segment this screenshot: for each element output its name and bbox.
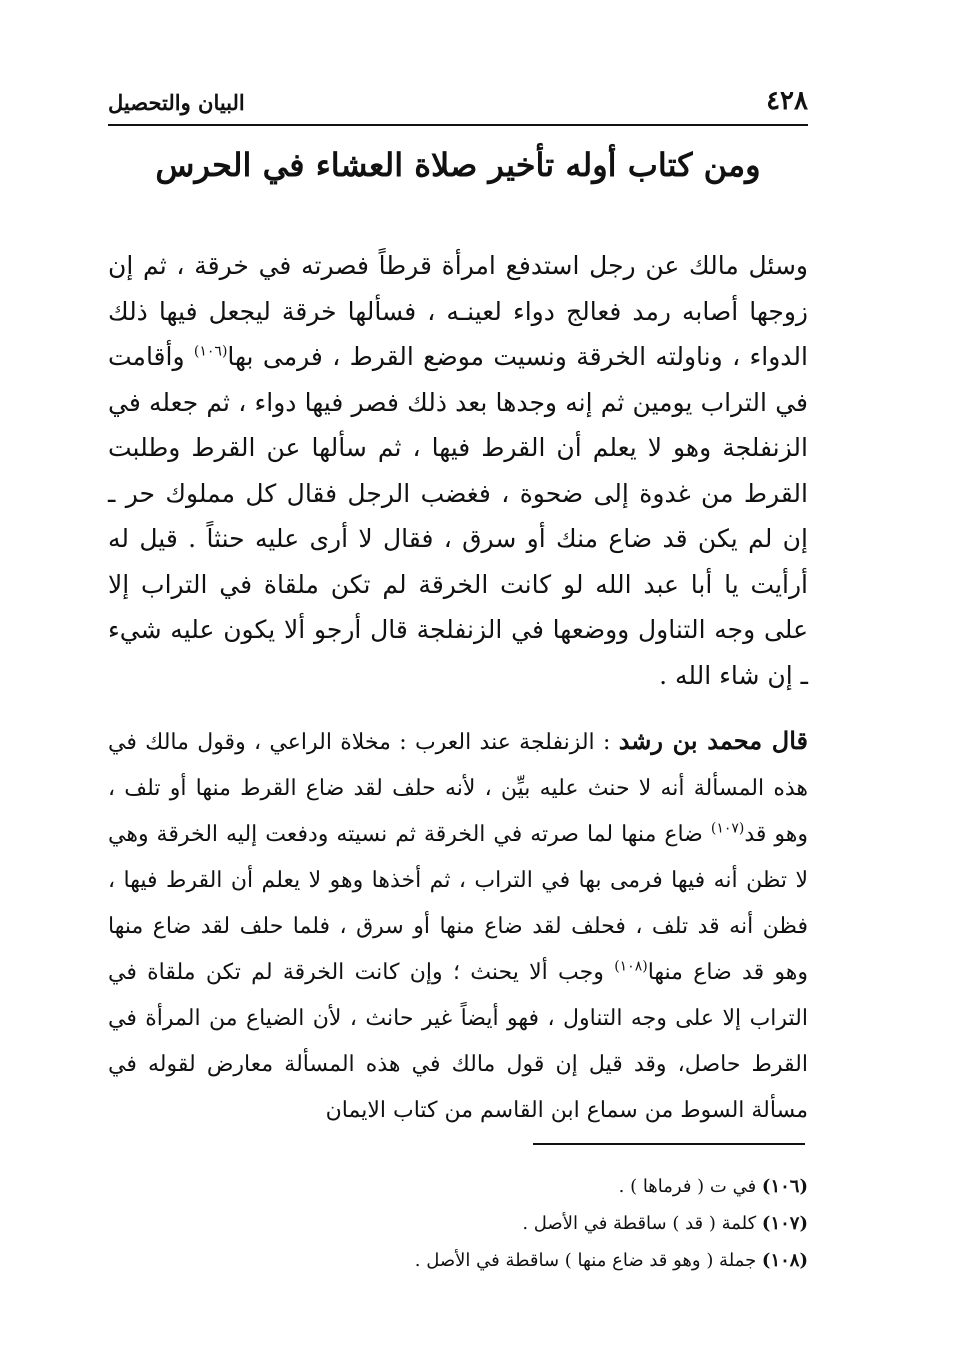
header-rule	[108, 124, 808, 126]
footnote-number: (١٠٦)	[761, 1176, 808, 1197]
footnote-107	[108, 1205, 808, 1242]
main-text-part-1: وسئل مالك عن رجل استدفع امرأة قرطاً فصرته في خرقة ، ثم إن زوجها أصابه رمد فعالج دواء لعينـه ، فسألها خرقة ليجعل فيها ذلك الدواء ، وناولته الخرقة ونسيت موضع القرط ، فرمى بها	[108, 251, 808, 371]
commentary-text	[108, 718, 808, 1134]
footnote-ref-106: (١٠٦)	[193, 343, 228, 360]
footnote-text: كلمة ( قد ) ساقطة في الأصل .	[522, 1213, 762, 1234]
footnote-text: في ت ( فرماها ) .	[618, 1176, 762, 1197]
footnote-108	[108, 1242, 808, 1279]
chapter-title: ومن كتاب أوله تأخير صلاة العشاء في الحرس	[155, 146, 761, 184]
footnote-text: جملة ( وهو قد ضاع منها ) ساقطة في الأصل .	[414, 1250, 762, 1271]
main-text-part-2: وأقامت في التراب يومين ثم إنه وجدها بعد ذلك فصر فيها دواء ، ثم جعله في الزنفلجة وهو لا يعلم أن القرط فيها ، ثم سألها عن القرط وطلبت القرط من غدوة إلى ضحوة ، فغضب الرجل فقال كل مملوك حر ـ إن لم يكن قد ضاع منك أو سرق ، فقال لا أرى عليه حنثاً . قيل له أرأيت يا أبا عبد الله لو كانت الخرقة لم تكن ملقاة في التراب إلا على وجه التناول ووضعها في الزنفلجة قال أرجو ألا يكون عليه شيء ـ إن شاء الله .	[108, 342, 808, 690]
footnote-separator	[533, 1143, 805, 1145]
main-text	[108, 243, 808, 698]
footnote-number: (١٠٧)	[761, 1213, 808, 1234]
running-header	[108, 86, 808, 122]
page-number: ٤٢٨	[766, 86, 808, 116]
footnote-ref-108: (١٠٨)	[614, 958, 648, 975]
footnote-ref-107: (١٠٧)	[710, 820, 745, 837]
commentary-part-1: : الزنفلجة عند العرب : مخلاة الراعي ، وقول مالك في هذه المسألة أنه لا حنث عليه بيِّن ، لأنه حلف لقد ضاع القرط منها أو تلف ، وهو قد	[108, 730, 808, 847]
commentary-part-2: ضاع منها لما صرته في الخرقة ثم نسيته ودفعت إليه الخرقة وهي لا تظن أنه فيها فرمى بها في التراب ، ثم أخذها وهو لا يعلم أن القرط فيها ، فظن أنه قد تلف ، فحلف لقد ضاع منها أو سرق ، فلما حلف لقد ضاع منها وهو قد ضاع منها	[108, 822, 809, 985]
footnotes	[108, 1168, 808, 1279]
footnote-106	[108, 1168, 808, 1205]
commentary-part-3: وجب ألا يحنث ؛ وإن كانت الخرقة لم تكن ملقاة في التراب إلا على وجه التناول ، فهو أيضاً غير حانث ، لأن الضياع من المرأة في القرط حاصل، وقد قيل إن قول مالك في هذه المسألة معارض لقوله في مسألة السوط من سماع ابن القاسم من كتاب الايمان	[108, 960, 808, 1123]
commentary-lead: قال محمد بن رشد	[618, 726, 809, 755]
footnote-number: (١٠٨)	[761, 1250, 808, 1271]
book-title: البيان والتحصيل	[108, 90, 245, 115]
